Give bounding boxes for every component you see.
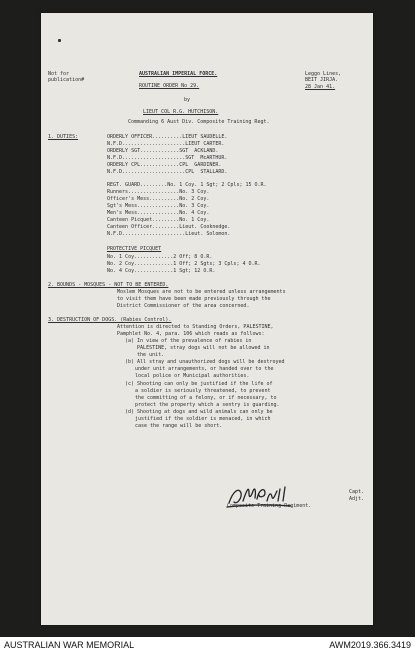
signature-role: Adjt. <box>349 496 365 502</box>
by-label: by <box>184 97 191 103</box>
footer-accession-number: AWM2019.366.3419 <box>329 640 411 650</box>
footer-bar <box>0 637 415 653</box>
bounds-heading: 2. BOUNDS - MOSQUES - NOT TO BE ENTERED. <box>48 282 169 288</box>
issuing-officer: LIEUT COL R.G. HUTCHISON. <box>143 109 219 115</box>
guard-row: Sgt's Mess..............No. 3 Coy. <box>107 203 210 209</box>
document-title: AUSTRALIAN IMPERIAL FORCE. <box>139 71 218 77</box>
dogs-clause-line: local police or Municipal authorities. <box>135 373 250 379</box>
dogs-clause-line: (d) Shooting at dogs and wild animals can only be <box>125 409 273 415</box>
dogs-clause-line: protect the property which a sentry is guarding. <box>135 402 280 408</box>
guard-row: Canteen Officer.........Lieut. Cooknedge. <box>107 224 231 230</box>
guard-row: Officer's Mess..........No. 2 Coy. <box>107 196 210 202</box>
bounds-line: to visit them have been made previously through the <box>117 296 271 302</box>
footer-credit: AUSTRALIAN WAR MEMORIAL <box>4 640 135 650</box>
command-line: Commanding 6 Aust Div. Composite Training Regt. <box>128 119 270 125</box>
bounds-line: District Commissioner of the area concerned. <box>117 303 250 309</box>
guard-row: Runners.................No. 3 Coy. <box>107 189 210 195</box>
dogs-clause-line: case the range will be short. <box>135 423 223 429</box>
guard-row: Canteen Picquet.........No. 1 Coy. <box>107 217 210 223</box>
publication-label: publication# <box>48 77 85 83</box>
dogs-clause-line: the committing of a felony, or if necessary, to <box>135 395 277 401</box>
picquet-heading: PROTECTIVE PICQUET <box>107 246 162 252</box>
duties-heading: 1. DUTIES: <box>48 134 79 140</box>
picquet-row: No. 4 Coy.............1 Sgt; 12 O.R. <box>107 268 216 274</box>
dogs-clause-line: (a) In view of the prevalence of rabies in <box>125 338 252 344</box>
location-line-2: BEIT JIRJA. <box>305 77 339 83</box>
document-page <box>41 13 373 625</box>
dogs-intro-line: Pamphlet No. 4, para. 106 which reads as follows: <box>117 331 265 337</box>
location-line-1: Leggo Lines, <box>305 71 342 77</box>
guard-row: Men's Mess..............No. 4 Coy. <box>107 210 210 216</box>
dogs-heading: 3. DESTRUCTION OF DOGS. (Rabies Control). <box>48 317 172 323</box>
dogs-clause-line: (c) Shooting can only be justified if the life of <box>125 381 273 387</box>
routine-order-number: ROUTINE ORDER No 29. <box>139 83 200 89</box>
bounds-line: Moslem Mosques are not to be entered unless arrangements <box>117 289 286 295</box>
signature-rank: Capt. <box>349 489 365 495</box>
dogs-clause-line: PALESTINE, stray dogs will not be allowed in <box>125 345 270 351</box>
duty-row: ORDERLY OFFICER..........LIEUT SAUDELLE. <box>107 134 228 140</box>
dogs-clause-line: the unit. <box>125 352 165 358</box>
duty-row: N.F.D.....................LIEUT CARTER. <box>107 141 225 147</box>
dogs-clause-line: under unit arrangements, or handed over to the <box>135 366 274 372</box>
not-for-label: Not for <box>48 71 70 77</box>
duty-row: N.F.D.....................SGT McARTHUR. <box>107 155 228 161</box>
order-date: 28 Jan 41. <box>305 84 336 90</box>
dogs-clause-line: a soldier is seriously threatened, to prevent <box>135 388 271 394</box>
dogs-intro-line: Attention is directed to Standing Orders, PALESTINE, <box>117 324 274 330</box>
signature-unit: Composite Training Regiment. <box>227 503 312 509</box>
ink-mark <box>58 39 61 42</box>
duty-row: ORDERLY CPL.............CPL GARDINER. <box>107 162 222 168</box>
duty-row: ORDERLY SGT.............SGT ACKLAND. <box>107 148 219 154</box>
document-body <box>41 13 373 625</box>
guard-row: REGT. GUARD.........No. 1 Coy. 1 Sgt; 2 Cpls; 15 O.R. <box>107 182 267 188</box>
duty-row: N.F.D.....................CPL STALLARD. <box>107 169 228 175</box>
picquet-row: No. 2 Coy.............1 Off; 2 Sgts; 3 Cpls; 4 O.R. <box>107 261 261 267</box>
guard-row: N.F.D.....................Lieut. Solomon. <box>107 231 231 237</box>
picquet-row: No. 1 Coy.............2 Off; 8 O.R. <box>107 254 213 260</box>
dogs-clause-line: justified if the soldier is menaced, in which <box>135 416 271 422</box>
dogs-clause-line: (b) All stray and unauthorized dogs will be destroyed <box>125 359 285 365</box>
